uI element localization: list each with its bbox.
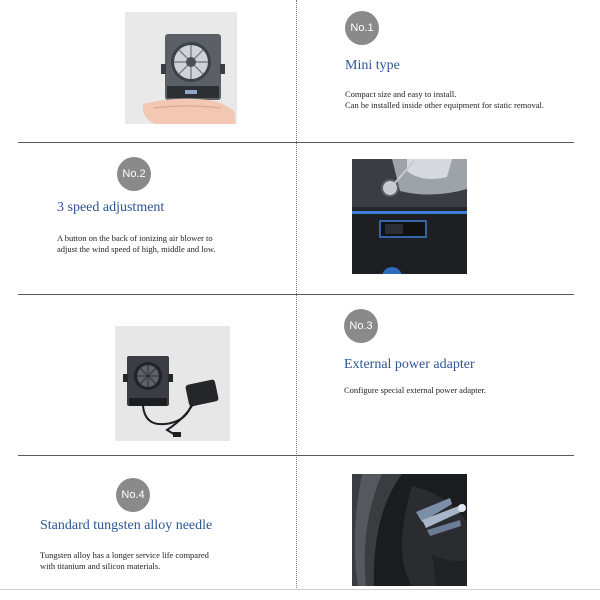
section-desc-mini-type	[345, 89, 544, 111]
section-title-tungsten-needle: Standard tungsten alloy needle	[40, 518, 213, 533]
tungsten-needle-closeup-image	[352, 474, 467, 586]
section-divider-3	[18, 455, 574, 456]
desc-line: A button on the back of ionizing air blower to	[57, 233, 213, 243]
desc-line: Can be installed inside other equipment for static removal.	[345, 100, 544, 110]
section-title-power-adapter: External power adapter	[344, 357, 475, 372]
desc-line: Tungsten alloy has a longer service life compared	[40, 550, 209, 560]
badge-no-3: No.3	[344, 309, 378, 343]
section-title-speed-adjustment: 3 speed adjustment	[57, 200, 165, 215]
desc-line: Compact size and easy to install.	[345, 89, 457, 99]
power-adapter-product-image	[115, 326, 230, 441]
desc-line: adjust the wind speed of high, middle and low.	[57, 244, 216, 254]
section-desc-power-adapter	[344, 385, 486, 396]
section-divider-2	[18, 294, 574, 295]
badge-no-4: No.4	[116, 478, 150, 512]
badge-no-1: No.1	[345, 11, 379, 45]
speed-switch-closeup-image	[352, 159, 467, 274]
desc-line: with titanium and silicon materials.	[40, 561, 161, 571]
page-bottom-edge	[0, 589, 600, 590]
desc-line: Configure special external power adapter.	[344, 385, 486, 395]
section-desc-tungsten-needle	[40, 550, 209, 572]
section-title-mini-type: Mini type	[345, 58, 400, 73]
section-desc-speed-adjustment	[57, 233, 216, 255]
mini-type-product-image	[125, 12, 237, 124]
vertical-dotted-divider	[296, 0, 297, 590]
badge-no-2: No.2	[117, 157, 151, 191]
section-divider-1	[18, 142, 574, 143]
